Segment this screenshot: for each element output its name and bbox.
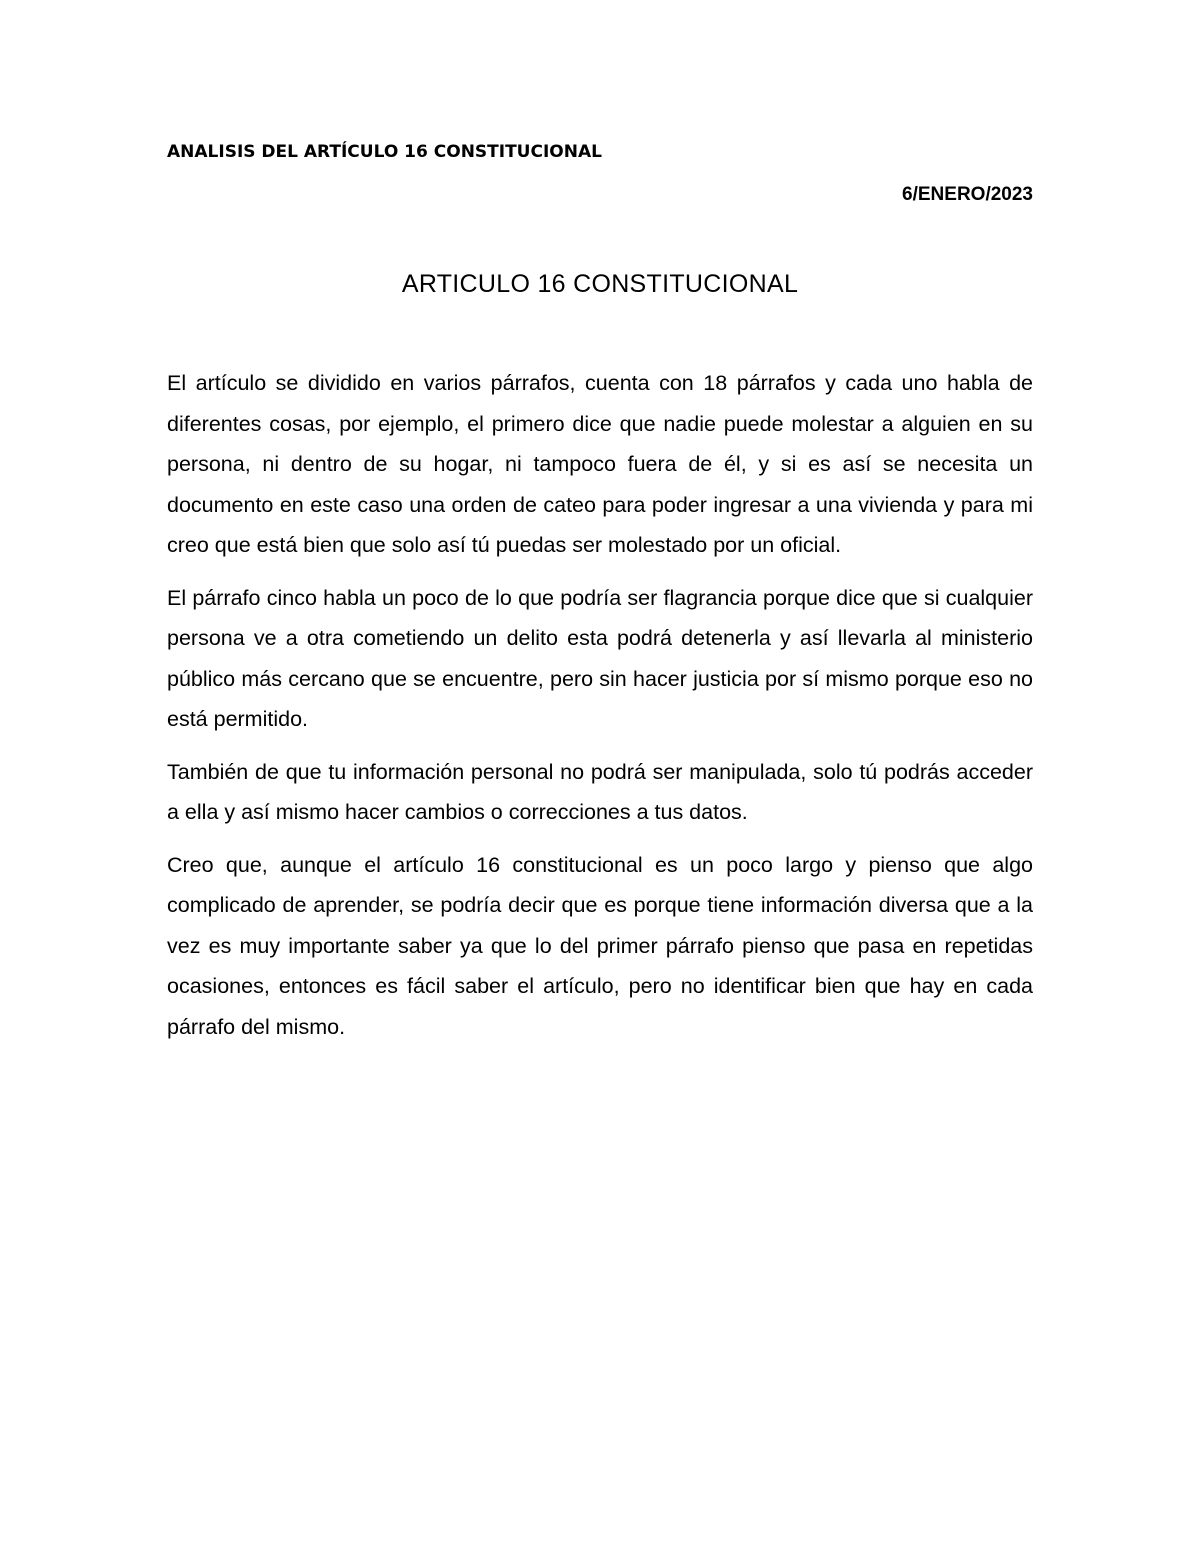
paragraph-3: También de que tu información personal no podrá ser manipulada, solo tú podrás acceder a ella y así mismo hacer cambios o correcciones a tus datos. — [167, 759, 1033, 824]
document-date: 6/ENERO/2023 — [902, 184, 1033, 205]
paragraph-2: El párrafo cinco habla un poco de lo que podría ser flagrancia porque dice que si cualquier persona ve a otra cometiendo un delito esta podrá detenerla y así llevarla al ministerio público más cercano que se encuentre, pero sin hacer justicia por sí mismo porque eso no está permitido. — [167, 585, 1033, 731]
page-title: ARTICULO 16 CONSTITUCIONAL — [401, 270, 799, 298]
document-body — [167, 363, 1033, 1059]
paragraph-1: El artículo se dividido en varios párrafos, cuenta con 18 párrafos y cada uno habla de diferentes cosas, por ejemplo, el primero dice que nadie puede molestar a alguien en su persona, ni dentro de su hogar, ni tampoco fuera de él, y si es así se necesita un documento en este caso una orden de cateo para poder ingresar a una vivienda y para mi creo que está bien que solo así tú puedas ser molestado por un oficial. — [167, 371, 1033, 557]
document-header-title: ANALISIS DEL ARTÍCULO 16 CONSTITUCIONAL — [167, 142, 602, 162]
paragraph-4: Creo que, aunque el artículo 16 constitucional es un poco largo y pienso que algo complicado de aprender, se podría decir que es porque tiene información diversa que a la vez es muy importante saber ya que lo del primer párrafo pienso que pasa en repetidas ocasiones, entonces es fácil saber el artículo, pero no identificar bien que hay en cada párrafo del mismo. — [167, 852, 1033, 1039]
